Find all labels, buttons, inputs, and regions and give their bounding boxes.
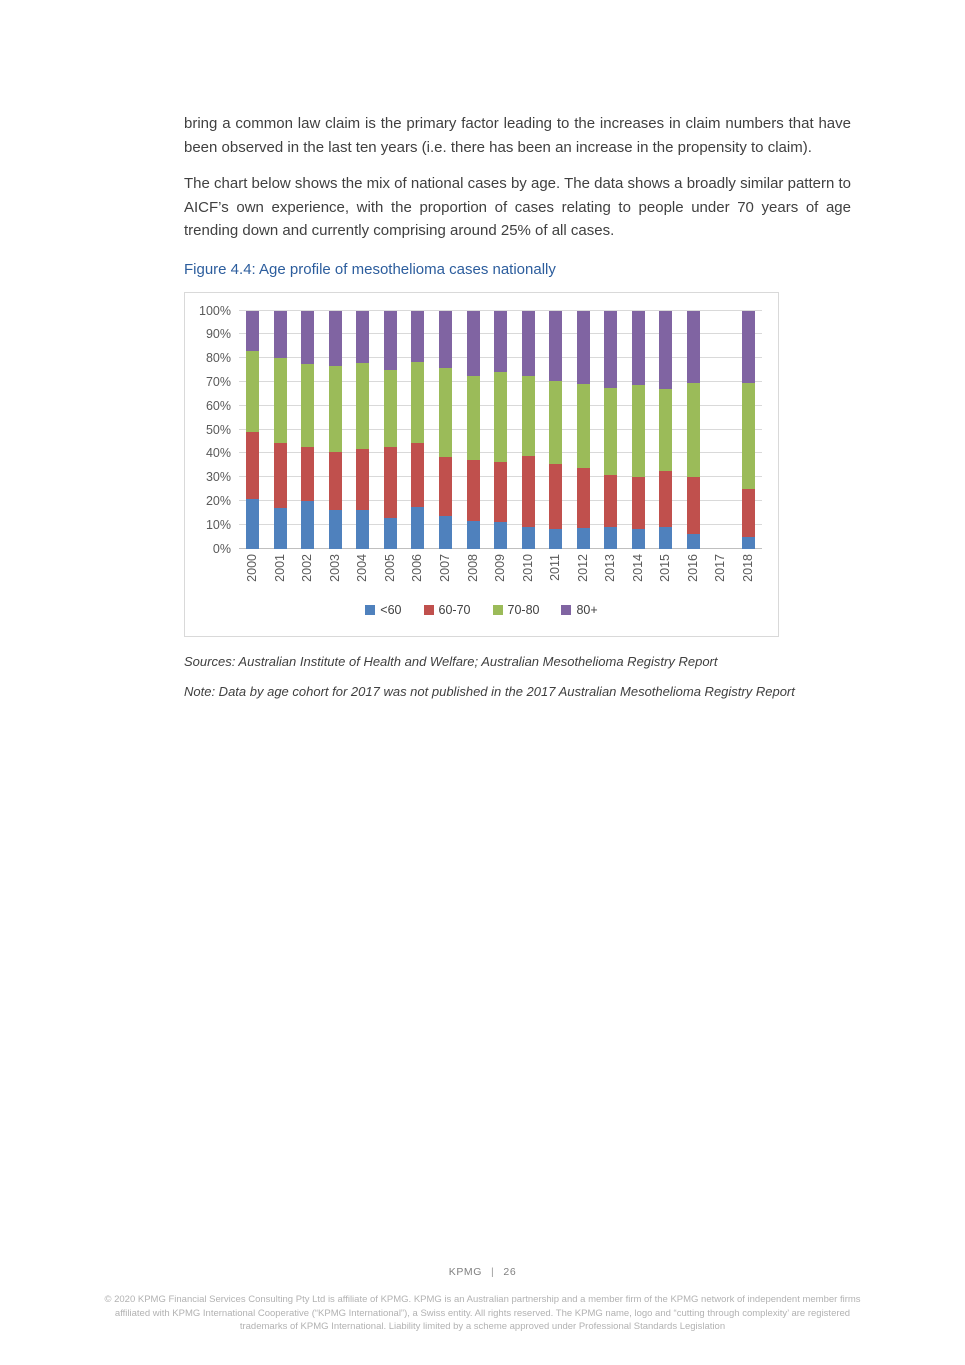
y-tick-label: 40% [205, 446, 231, 461]
bar-segment-80+ [659, 311, 672, 390]
legend-swatch-icon [424, 605, 434, 615]
bar-segment-60-70 [632, 477, 645, 529]
legend-swatch-icon [493, 605, 503, 615]
y-tick-label: 70% [205, 374, 231, 389]
legend-label: 70-80 [507, 602, 540, 617]
bar-segment-60-70 [577, 468, 590, 529]
x-cell-2002 [294, 554, 322, 596]
stacked-bar [384, 311, 397, 549]
bar-segment-80+ [356, 311, 369, 363]
y-tick-label: 30% [205, 470, 231, 485]
stacked-bar [356, 311, 369, 549]
bar-2003 [322, 311, 350, 549]
bar-segment-60-70 [687, 477, 700, 534]
bar-segment-80+ [329, 311, 342, 367]
bar-segment-70-80 [384, 370, 397, 447]
footer-separator: | [491, 1266, 495, 1278]
bar-segment-<60 [549, 529, 562, 548]
bar-segment-80+ [604, 311, 617, 388]
bar-2006 [404, 311, 432, 549]
x-cell-2004 [349, 554, 377, 596]
bar-segment-<60 [356, 510, 369, 548]
bar-segment-60-70 [384, 447, 397, 517]
bar-segment-<60 [494, 522, 507, 548]
bar-segment-70-80 [467, 376, 480, 460]
bar-segment-70-80 [439, 368, 452, 457]
y-tick-label: 10% [205, 517, 231, 532]
bar-segment-<60 [467, 521, 480, 548]
legend-swatch-icon [561, 605, 571, 615]
stacked-bar [301, 311, 314, 549]
bar-2005 [377, 311, 405, 549]
bar-segment-70-80 [246, 351, 259, 432]
bar-2010 [514, 311, 542, 549]
bar-segment-80+ [494, 311, 507, 373]
bar-segment-80+ [742, 311, 755, 384]
x-tick-label: 2008 [465, 553, 480, 582]
bar-segment-70-80 [577, 384, 590, 467]
x-cell-2006 [404, 554, 432, 596]
x-tick-label: 2003 [327, 553, 342, 582]
y-tick-label: 80% [205, 351, 231, 366]
bar-segment-60-70 [742, 489, 755, 537]
x-tick-label: 2014 [630, 553, 645, 582]
fine-print-line-2: affiliated with KPMG International Cooperative (“KPMG International”), a Swiss entity. All rights reserved. The KPMG name, logo and “cutting through complexity’ are registered [114, 1307, 851, 1319]
legend-item-60-70 [424, 603, 471, 617]
bar-2009 [487, 311, 515, 549]
bar-segment-70-80 [742, 383, 755, 489]
bar-segment-60-70 [494, 462, 507, 523]
bar-segment-60-70 [439, 457, 452, 517]
bar-segment-<60 [577, 528, 590, 548]
figure-chart [184, 292, 779, 637]
x-cell-2018 [735, 554, 763, 596]
legend-label: 60-70 [438, 602, 471, 617]
stacked-bar [522, 311, 535, 549]
stacked-bar [549, 311, 562, 549]
bar-segment-60-70 [301, 447, 314, 501]
bar-segment-<60 [439, 516, 452, 548]
x-cell-2017 [707, 554, 735, 596]
footer-fine-print [93, 1293, 873, 1334]
x-tick-label: 2010 [520, 553, 535, 582]
stacked-bar [246, 311, 259, 549]
legend-item-70-80 [493, 603, 540, 617]
bar-segment-60-70 [522, 456, 535, 527]
stacked-bar [467, 311, 480, 549]
bar-segment-70-80 [632, 385, 645, 477]
x-tick-label: 2002 [300, 553, 315, 582]
bar-2013 [597, 311, 625, 549]
bar-segment-<60 [274, 508, 287, 548]
bars-layer [239, 311, 762, 549]
x-tick-label: 2000 [245, 553, 260, 582]
legend-item-<60 [365, 603, 401, 617]
x-cell-2000 [239, 554, 267, 596]
bar-segment-70-80 [549, 381, 562, 464]
stacked-bar [742, 311, 755, 549]
stacked-bar [714, 311, 727, 549]
x-axis-labels [239, 554, 762, 596]
bar-segment-80+ [439, 311, 452, 368]
bar-segment-70-80 [604, 388, 617, 475]
x-tick-label: 2011 [548, 553, 563, 581]
stacked-bar [632, 311, 645, 549]
legend-item-80+ [561, 603, 597, 617]
bar-segment-80+ [301, 311, 314, 365]
bar-segment-60-70 [549, 464, 562, 529]
y-tick-label: 50% [205, 422, 231, 437]
bar-segment-80+ [549, 311, 562, 381]
bar-2004 [349, 311, 377, 549]
page-content [184, 112, 851, 699]
stacked-bar [604, 311, 617, 549]
page-number [0, 1266, 965, 1278]
x-cell-2015 [652, 554, 680, 596]
fine-print-line-1: © 2020 KPMG Financial Services Consulting Pty Ltd is affiliate of KPMG. KPMG is an Australian partnership and a member firm of the KPMG network of independent member firms [104, 1294, 861, 1305]
bar-segment-60-70 [246, 432, 259, 499]
chart-legend [185, 603, 778, 617]
bar-segment-<60 [329, 510, 342, 548]
bar-segment-80+ [522, 311, 535, 376]
stacked-bar [687, 311, 700, 549]
bar-segment-<60 [411, 507, 424, 549]
x-tick-label: 2009 [493, 553, 508, 582]
bar-segment-70-80 [411, 362, 424, 443]
legend-label: <60 [380, 602, 402, 617]
bar-2016 [680, 311, 708, 549]
y-tick-label: 60% [205, 398, 231, 413]
bar-segment-60-70 [659, 471, 672, 527]
x-tick-label: 2018 [740, 553, 755, 582]
bar-2001 [267, 311, 295, 549]
fine-print-line-3: trademarks of KPMG International. Liability limited by a scheme approved under Professional Standards Legislation [239, 1321, 726, 1332]
stacked-bar [494, 311, 507, 549]
x-cell-2013 [597, 554, 625, 596]
bar-segment-70-80 [329, 366, 342, 452]
bar-segment-70-80 [494, 372, 507, 461]
plot-area [239, 311, 762, 549]
bar-segment-60-70 [274, 443, 287, 508]
y-tick-label: 20% [205, 493, 231, 508]
bar-2008 [459, 311, 487, 549]
bar-2018 [735, 311, 763, 549]
figure-title: Figure 4.4: Age profile of mesothelioma cases nationally [184, 260, 556, 278]
bar-segment-80+ [632, 311, 645, 386]
x-cell-2010 [514, 554, 542, 596]
data-note: Note: Data by age cohort for 2017 was not published in the 2017 Australian Mesothelioma Registry Report [184, 683, 795, 699]
page-footer [0, 1266, 965, 1334]
bar-segment-70-80 [274, 358, 287, 442]
bar-segment-<60 [246, 499, 259, 549]
bar-2007 [432, 311, 460, 549]
bar-segment-60-70 [604, 475, 617, 527]
body-paragraph-1: bring a common law claim is the primary factor leading to the increases in claim numbers that have been observed in the last ten years (i.e. there has been an increase in the propensity to claim). [184, 115, 851, 156]
bar-2002 [294, 311, 322, 549]
bar-segment-70-80 [301, 364, 314, 447]
x-cell-2012 [569, 554, 597, 596]
x-tick-label: 2015 [658, 553, 673, 582]
x-cell-2007 [432, 554, 460, 596]
bar-2000 [239, 311, 267, 549]
stacked-bar [659, 311, 672, 549]
bar-2017 [707, 311, 735, 549]
bar-segment-<60 [742, 537, 755, 549]
x-tick-label: 2017 [713, 553, 728, 582]
y-tick-label: 100% [199, 303, 231, 318]
footer-page-number: 26 [503, 1266, 517, 1278]
bar-segment-70-80 [522, 376, 535, 456]
legend-swatch-icon [365, 605, 375, 615]
x-cell-2005 [377, 554, 405, 596]
x-cell-2014 [624, 554, 652, 596]
x-cell-2001 [267, 554, 295, 596]
bar-segment-<60 [659, 527, 672, 548]
bar-segment-80+ [411, 311, 424, 362]
bar-segment-<60 [632, 529, 645, 548]
chart-plot-row [185, 303, 778, 556]
bar-segment-80+ [577, 311, 590, 385]
stacked-bar [274, 311, 287, 549]
bar-segment-70-80 [687, 383, 700, 477]
bar-segment-60-70 [356, 449, 369, 511]
x-tick-label: 2005 [382, 553, 397, 582]
x-tick-label: 2004 [355, 553, 370, 582]
bar-2014 [624, 311, 652, 549]
footer-brand: KPMG [448, 1266, 483, 1278]
bar-segment-80+ [246, 311, 259, 351]
x-cell-2009 [487, 554, 515, 596]
bar-segment-60-70 [411, 443, 424, 507]
bar-2011 [542, 311, 570, 549]
stacked-bar [439, 311, 452, 549]
y-axis-labels [185, 303, 239, 556]
x-tick-label: 2006 [410, 553, 425, 582]
x-tick-label: 2001 [272, 553, 287, 582]
bar-segment-80+ [467, 311, 480, 376]
bar-segment-80+ [274, 311, 287, 359]
x-cell-2016 [680, 554, 708, 596]
bar-segment-60-70 [467, 460, 480, 521]
stacked-bar [411, 311, 424, 549]
bar-segment-<60 [522, 527, 535, 548]
x-cell-2003 [322, 554, 350, 596]
x-tick-label: 2012 [575, 553, 590, 582]
stacked-bar [329, 311, 342, 549]
y-tick-label: 90% [205, 327, 231, 342]
bar-segment-<60 [384, 518, 397, 549]
x-tick-label: 2016 [685, 553, 700, 582]
body-paragraph-2: The chart below shows the mix of national cases by age. The data shows a broadly similar pattern to AICF’s own experience, with the proportion of cases relating to people under 70 years of age trending down and currently comprising around 25% of all cases. [184, 175, 851, 239]
bar-segment-<60 [687, 534, 700, 548]
x-cell-2011 [542, 554, 570, 596]
bar-segment-70-80 [659, 389, 672, 471]
bar-2015 [652, 311, 680, 549]
bar-segment-<60 [604, 527, 617, 548]
x-tick-label: 2013 [603, 553, 618, 582]
bar-segment-<60 [301, 501, 314, 549]
bar-segment-70-80 [356, 363, 369, 449]
legend-label: 80+ [576, 602, 598, 617]
stacked-bar [577, 311, 590, 549]
sources-note: Sources: Australian Institute of Health and Welfare; Australian Mesothelioma Registry Report [184, 653, 718, 669]
x-cell-2008 [459, 554, 487, 596]
x-tick-label: 2007 [437, 553, 452, 582]
bar-2012 [569, 311, 597, 549]
bar-segment-80+ [687, 311, 700, 384]
y-tick-label: 0% [212, 541, 231, 556]
bar-segment-60-70 [329, 452, 342, 510]
bar-segment-80+ [384, 311, 397, 371]
